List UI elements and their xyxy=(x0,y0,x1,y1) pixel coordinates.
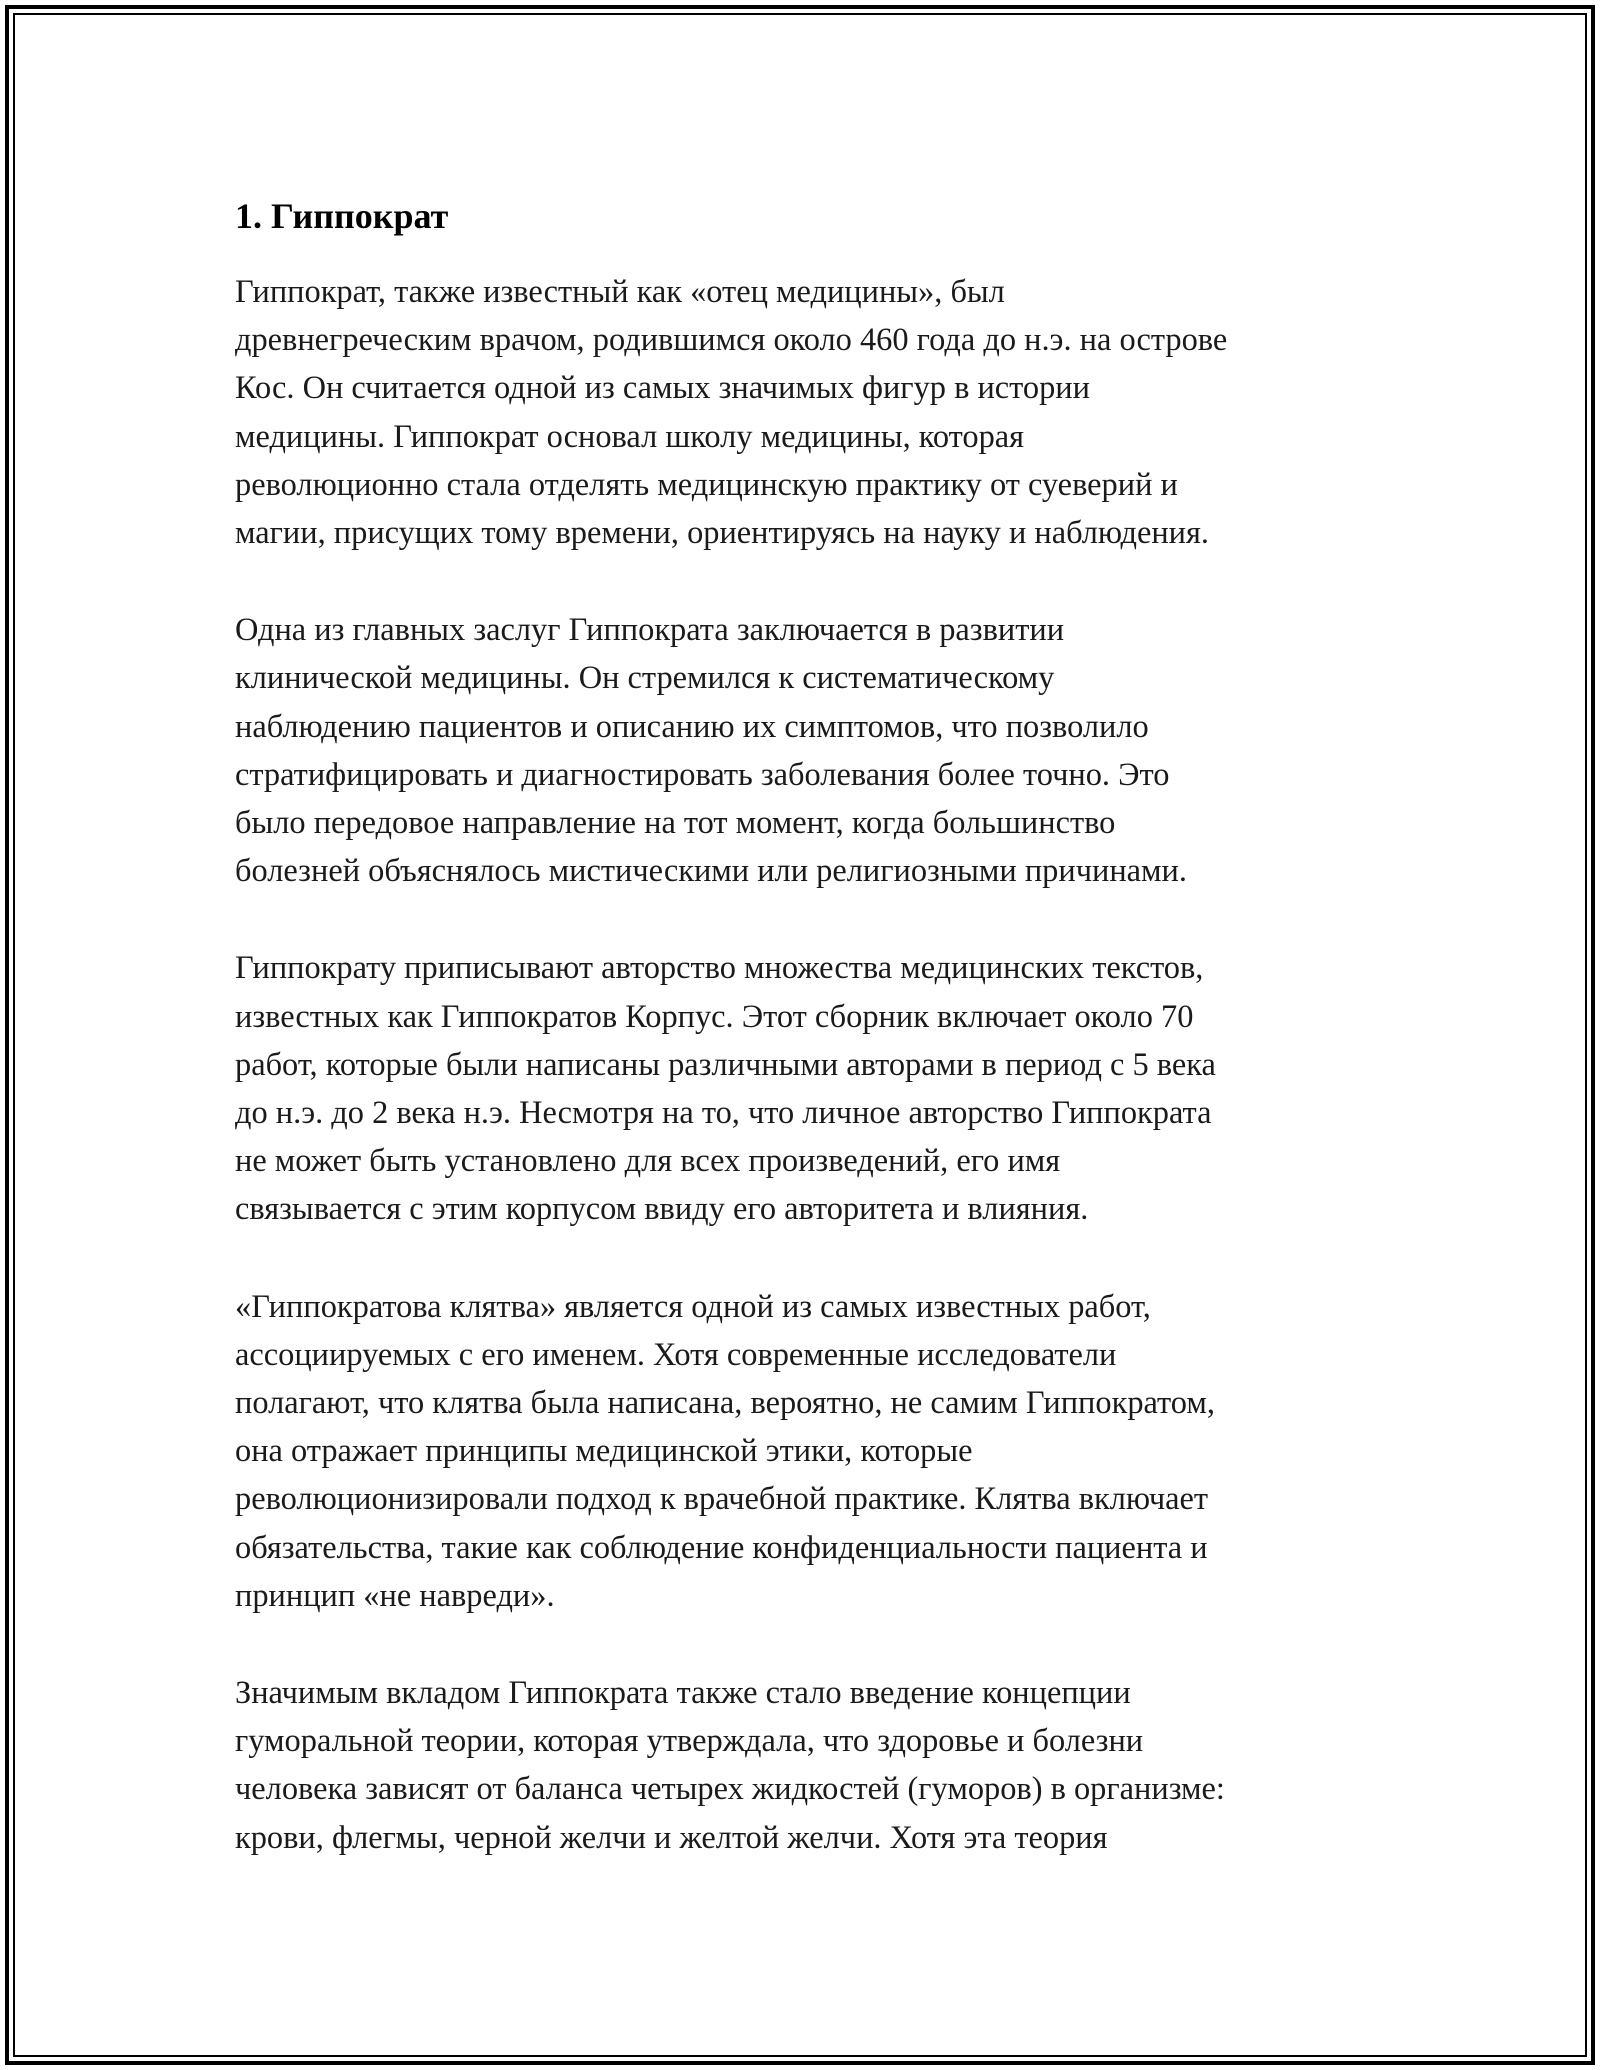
text-line: человека зависят от баланса четырех жидкостей (гуморов) в организме: xyxy=(235,1771,1225,1808)
text-line: связывается с этим корпусом ввиду его авторитета и влияния. xyxy=(235,1191,1089,1228)
text-line: было передовое направление на тот момент, когда большинство xyxy=(235,805,1116,842)
text-line: Гиппократ, также известный как «отец медицины», был xyxy=(235,274,1005,310)
paragraph-2 xyxy=(235,606,1375,895)
text-line: Значимым вкладом Гиппократа также стало введение концепции xyxy=(235,1675,1131,1712)
text-line: ассоциируемых с его именем. Хотя современные исследователи xyxy=(235,1336,1117,1373)
document-page xyxy=(235,186,1375,1911)
text-line: полагают, что клятва была написана, вероятно, не самим Гиппократом, xyxy=(235,1385,1215,1422)
paragraph-5 xyxy=(235,1669,1375,1862)
text-line: она отражает принципы медицинской этики, которые xyxy=(235,1433,973,1470)
text-line: известных как Гиппократов Корпус. Этот сборник включает около 70 xyxy=(235,998,1194,1035)
text-line: не может быть установлено для всех произведений, его имя xyxy=(235,1143,1061,1180)
text-line: клинической медицины. Он стремился к систематическому xyxy=(235,660,1055,697)
text-line: «Гиппократова клятва» является одной из самых известных работ, xyxy=(235,1288,1151,1325)
text-line: Гиппократу приписывают авторство множества медицинских текстов, xyxy=(235,950,1204,987)
text-line: стратифицировать и диагностировать заболевания более точно. Это xyxy=(235,756,1170,793)
paragraph-1 xyxy=(235,268,1375,557)
text-line: принцип «не навреди». xyxy=(235,1577,555,1614)
text-line: Кос. Он считается одной из самых значимых фигур в истории xyxy=(235,370,1090,407)
text-line: древнегреческим врачом, родившимся около 460 года до н.э. на острове xyxy=(235,322,1228,359)
text-line: медицины. Гиппократ основал школу медицины, которая xyxy=(235,418,1025,455)
text-line: революционно стала отделять медицинскую практику от суеверий и xyxy=(235,466,1178,503)
text-line: магии, присущих тому времени, ориентируясь на науку и наблюдения. xyxy=(235,515,1209,552)
text-line: Одна из главных заслуг Гиппократа заключается в развитии xyxy=(235,612,1065,649)
text-line: наблюдению пациентов и описанию их симптомов, что позволило xyxy=(235,708,1149,745)
section-heading: 1. Гиппократ xyxy=(235,196,449,236)
text-line: революционизировали подход к врачебной практике. Клятва включает xyxy=(235,1481,1209,1518)
text-line: крови, флегмы, черной желчи и желтой желчи. Хотя эта теория xyxy=(235,1819,1108,1856)
paragraph-3 xyxy=(235,944,1375,1233)
text-line: до н.э. до 2 века н.э. Несмотря на то, что личное авторство Гиппократа xyxy=(235,1095,1212,1132)
paragraph-4 xyxy=(235,1283,1375,1620)
text-line: работ, которые были написаны различными авторами в период с 5 века xyxy=(235,1046,1216,1083)
text-line: обязательства, такие как соблюдение конфиденциальности пациента и xyxy=(235,1529,1208,1566)
text-line: болезней объяснялось мистическими или религиозными причинами. xyxy=(235,853,1187,890)
text-line: гуморальной теории, которая утверждала, что здоровье и болезни xyxy=(235,1723,1144,1760)
